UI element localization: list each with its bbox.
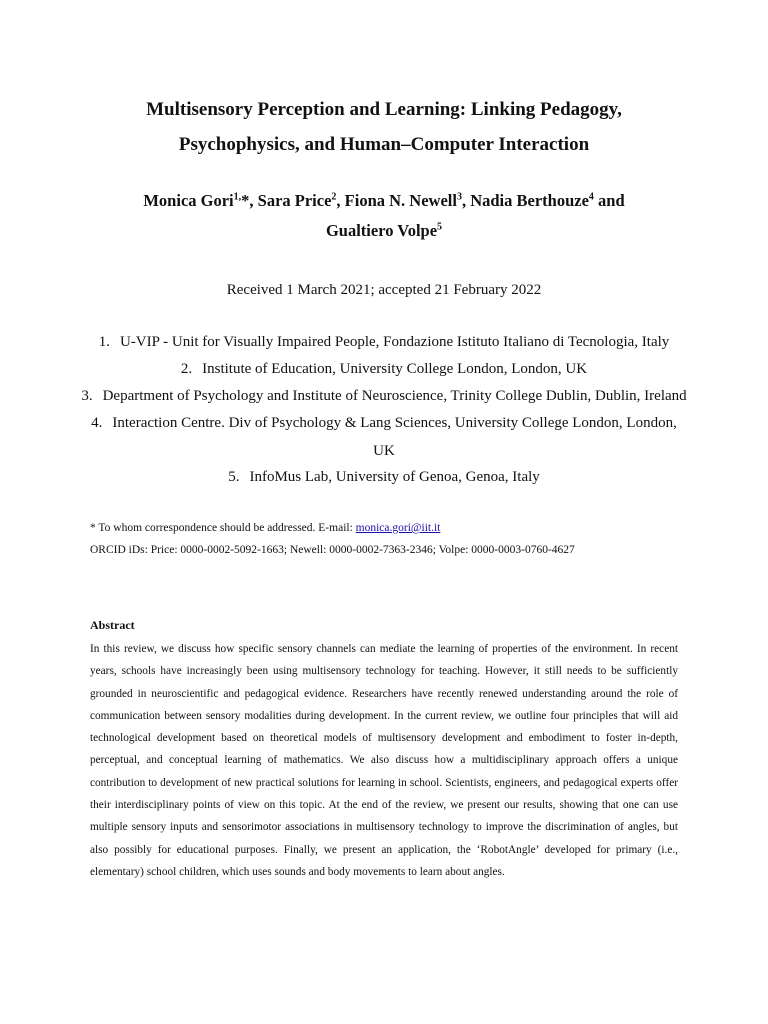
- author-line-2: [60, 216, 708, 246]
- author-name: Fiona N. Newell: [344, 191, 457, 210]
- title-line-1: Multisensory Perception and Learning: Linking Pedagogy,: [146, 99, 622, 120]
- author-affiliation-mark: 4: [588, 191, 594, 203]
- affiliation-number: 3.: [81, 388, 93, 404]
- affiliation-text: U-VIP - Unit for Visually Impaired People, Fondazione Istituto Italiano di Tecnologia, Italy: [119, 334, 670, 350]
- orcid-ids: ORCID iDs: Price: 0000-0002-5092-1663; Newell: 0000-0002-7363-2346; Volpe: 0000-0003-0760-4627: [90, 544, 575, 556]
- abstract-body: In this review, we discuss how specific sensory channels can mediate the learning of properties of the environment. In recent years, schools have increasingly been using multisensory technology for teaching. However, it still needs to be sufficiently grounded in neuroscientific and pedagogical evidence. Researchers have recently renewed understanding around the role of communication between sensory modalities during development. In the current review, we outline four principles that will aid technological development based on theoretical models of multisensory development and embodiment to foster in-depth, perceptual, and conceptual learning of mathematics. We also discuss how a multidisciplinary approach offers a unique contribution to development of new practical solutions for learning in school. Scientists, engineers, and pedagogical experts offer their interdisciplinary points of view on this topic. At the end of the review, we present our results, showing that one can use multiple sensory inputs and sensorimotor associations in multisensory technology to improve the discrimination of angles, but also possibly for educational purposes. Finally, we present an application, the ‘RobotAngle’ developed for primary (i.e., elementary) school children, which uses sounds and body movements to learn about angles.: [90, 643, 678, 878]
- email-link[interactable]: monica.gori@iit.it: [355, 522, 441, 534]
- affiliation-1: [60, 329, 708, 356]
- author-affiliation-mark: 5: [437, 221, 443, 233]
- affiliation-text: Institute of Education, University College London, London, UK: [202, 361, 588, 377]
- affiliation-2: [60, 356, 708, 383]
- author-list: [60, 186, 708, 246]
- affiliation-3: [40, 383, 728, 410]
- author-affiliation-mark: 2: [331, 191, 337, 203]
- author-name: Gualtiero Volpe: [325, 221, 438, 240]
- author-affiliation-mark: 3: [456, 191, 462, 203]
- paper-title: [60, 92, 708, 162]
- correspondence-note: [90, 520, 690, 536]
- affiliation-4-continued: UK: [373, 443, 395, 459]
- affiliation-5: [60, 464, 708, 491]
- affiliation-number: 1.: [98, 334, 110, 350]
- abstract-heading: Abstract: [90, 618, 135, 632]
- author-name: Nadia Berthouze: [470, 191, 589, 210]
- affiliation-number: 4.: [91, 415, 103, 431]
- affiliation-text: Interaction Centre. Div of Psychology & Lang Sciences, University College London, London,: [112, 415, 677, 431]
- received-dates: Received 1 March 2021; accepted 21 February 2022: [226, 282, 542, 298]
- affiliation-number: 2.: [180, 361, 193, 377]
- affiliation-text: InfoMus Lab, University of Genoa, Genoa, Italy: [249, 469, 540, 485]
- author-name: Monica Gori: [143, 191, 234, 210]
- author-line-1: [60, 186, 708, 216]
- affiliation-number: 5.: [228, 469, 240, 485]
- author-separator: and: [593, 191, 625, 210]
- author-separator: ,: [461, 191, 471, 210]
- author-name: Sara Price: [257, 191, 332, 210]
- correspondence-prefix: * To whom correspondence should be addressed. E-mail:: [90, 522, 356, 534]
- title-line-2: Psychophysics, and Human–Computer Interaction: [178, 134, 590, 155]
- author-separator: *,: [241, 191, 258, 210]
- author-separator: ,: [336, 191, 345, 210]
- affiliation-text: Department of Psychology and Institute of Neuroscience, Trinity College Dublin, Dublin, Ireland: [102, 388, 687, 404]
- author-affiliation-mark: 1,: [233, 191, 242, 203]
- affiliation-4: [60, 410, 708, 437]
